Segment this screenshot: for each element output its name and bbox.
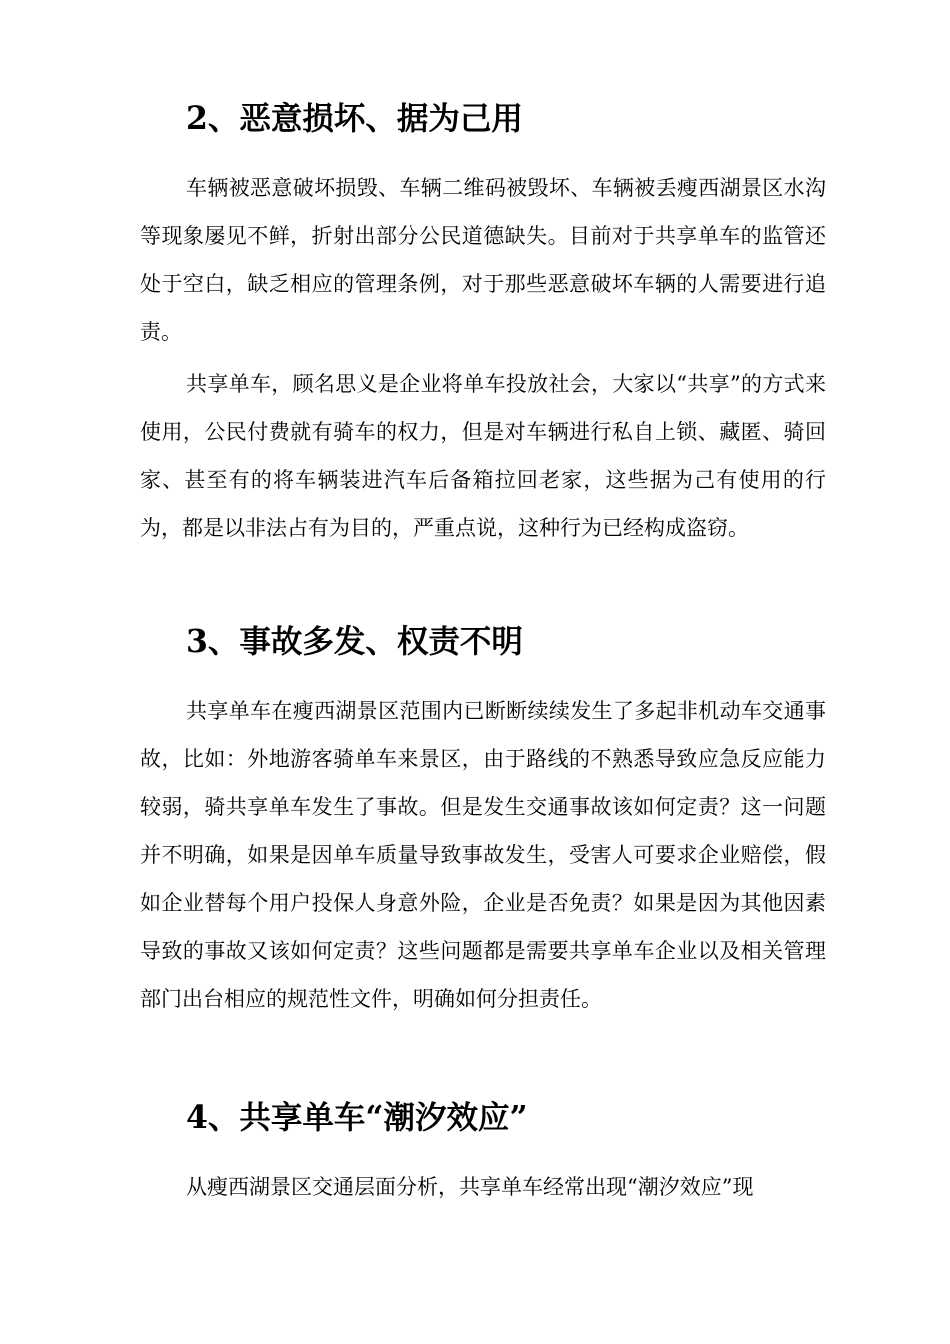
section-heading-4: 4、共享单车“潮汐效应” [186, 1099, 528, 1136]
section-3-paragraph-1: 共享单车在瘦西湖景区范围内已断断续续发生了多起非机动车交通事故，比如：外地游客骑单车来景区，由于路线的不熟悉导致应急反应能力较弱，骑共享单车发生了事故。但是发生交通事故该如何定责？这一问题并不明确，如果是因单车质量导致事故发生，受害人可要求企业赔偿，假如企业替每个用户投保人身意外险，企业是否免责？如果是因为其他因素导致的事故又该如何定责？这些问题都是需要共享单车企业以及相关管理部门出台相应的规范性文件，明确如何分担责任。 [140, 699, 826, 1011]
section-4-paragraph-1: 从瘦西湖景区交通层面分析，共享单车经常出现“潮汐效应”现 [186, 1175, 754, 1199]
section-2-paragraph-1: 车辆被恶意破坏损毁、车辆二维码被毁坏、车辆被丢瘦西湖景区水沟等现象屡见不鲜，折射出部分公民道德缺失。目前对于共享单车的监管还处于空白，缺乏相应的管理条例，对于那些恶意破坏车辆的人需要进行追责。 [140, 176, 826, 344]
section-heading-3: 3、事故多发、权责不明 [186, 623, 523, 660]
section-heading-2: 2、恶意损坏、据为己用 [186, 100, 523, 137]
section-2-paragraph-2: 共享单车，顾名思义是企业将单车投放社会，大家以“共享”的方式来使用，公民付费就有骑车的权力，但是对车辆进行私自上锁、藏匿、骑回家、甚至有的将车辆装进汽车后备箱拉回老家，这些据为己有使用的行为，都是以非法占有为目的，严重点说，这种行为已经构成盗窃。 [140, 372, 826, 540]
